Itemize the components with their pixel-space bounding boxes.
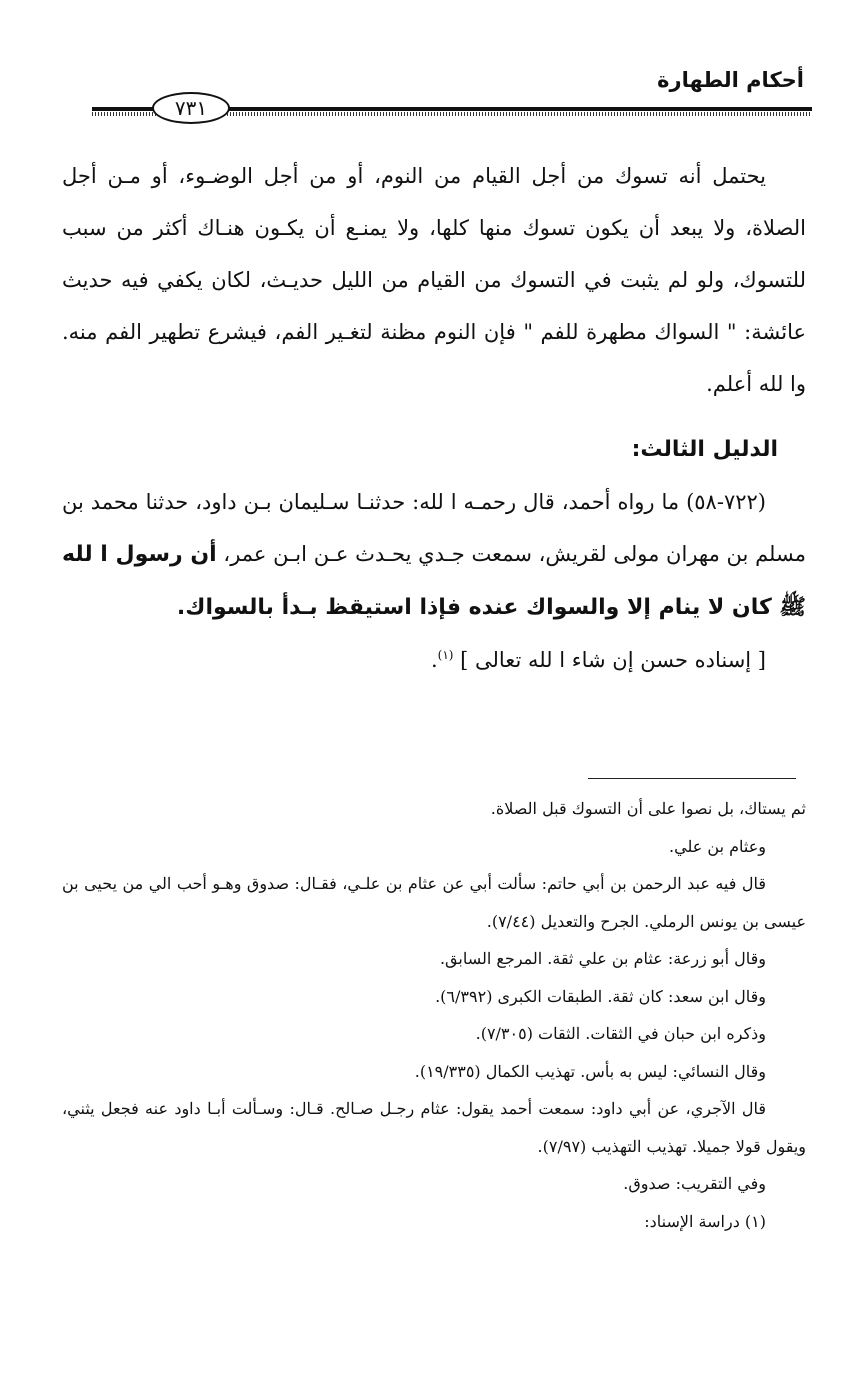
footnote-separator — [588, 778, 796, 779]
hadith-paragraph — [62, 476, 806, 634]
hadith-chain: (٧٢٢-٥٨) ما رواه أحمد، قال رحمـه ا لله: حدثنـا سـليمان بـن داود، حدثنا محمد بن مسلم بن مهران مولى لقريش، سمعت جـدي يحـدث عـن ابـن عمر، — [62, 490, 806, 566]
page-number: ٧٣١ — [152, 92, 230, 124]
footnote-line: وقال ابن سعد: كان ثقة. الطبقات الكبرى (٦/٣٩٢). — [435, 986, 766, 1006]
footnote-line: وعثام بن علي. — [669, 836, 766, 856]
footnotes — [62, 790, 806, 1240]
paragraph-commentary: يحتمل أنه تسوك من أجل القيام من النوم، أو من أجل الوضـوء، أو مـن أجل الصلاة، ولا يبعد أن يكون تسوك منها كلها، ولا يمنـع أن يكـون هنـاك أكثر من سبب للتسوك، ولو لم يثبت في التسوك من القيام من الليل حديـث، لكان يكفي فيه حديث عائشة: " السواك مطهرة للفم " فإن النوم مظنة لتغـير الفم، فيشرع تطهير الفم منه. وا لله أعلم. — [62, 164, 806, 396]
main-text — [62, 150, 806, 686]
footnote-line: قال فيه عبد الرحمن بن أبي حاتم: سألت أبي عن عثام بن علـي، فقـال: صدوق وهـو أحب الي من يحيى بن عيسى بن يونس الرملي. الجرح والتعديل (٧/٤٤). — [62, 874, 806, 931]
section-heading: الدليل الثالث: — [631, 437, 778, 462]
footnote-reference: (١) — [437, 648, 454, 662]
running-header-title: أحكام الطهارة — [657, 68, 804, 92]
verdict-period: . — [430, 648, 438, 672]
hadith-text: أن رسول ا لله ﷺ كان لا ينام إلا والسواك عنده فإذا استيقظ بـدأ بالسواك. — [62, 542, 806, 620]
verdict-text: [ إسناده حسن إن شاء ا لله تعالى ] — [460, 648, 766, 672]
footnote-line: وقال أبو زرعة: عثام بن علي ثقة. المرجع السابق. — [439, 949, 766, 968]
footnote-line: قال الآجري، عن أبي داود: سمعت أحمد يقول: عثام رجـل صـالح. قـال: وسـألت أبـا داود عنه فجعل يثني، ويقول قولا جميلا. تهذيب التهذيب (٧/٩٧). — [62, 1099, 806, 1156]
footnote-line: وقال النسائي: ليس به بأس. تهذيب الكمال (١٩/٣٣٥). — [414, 1061, 766, 1081]
isnad-verdict — [62, 634, 806, 686]
footnote-line: ثم يستاك، بل نصوا على أن التسوك قبل الصلاة. — [490, 799, 806, 818]
footnote-line: (١) دراسة الإسناد: — [644, 1211, 766, 1231]
footnote-line: وذكره ابن حبان في الثقات. الثقات (٧/٣٠٥). — [475, 1024, 766, 1043]
footnote-line: وفي التقريب: صدوق. — [623, 1174, 766, 1193]
